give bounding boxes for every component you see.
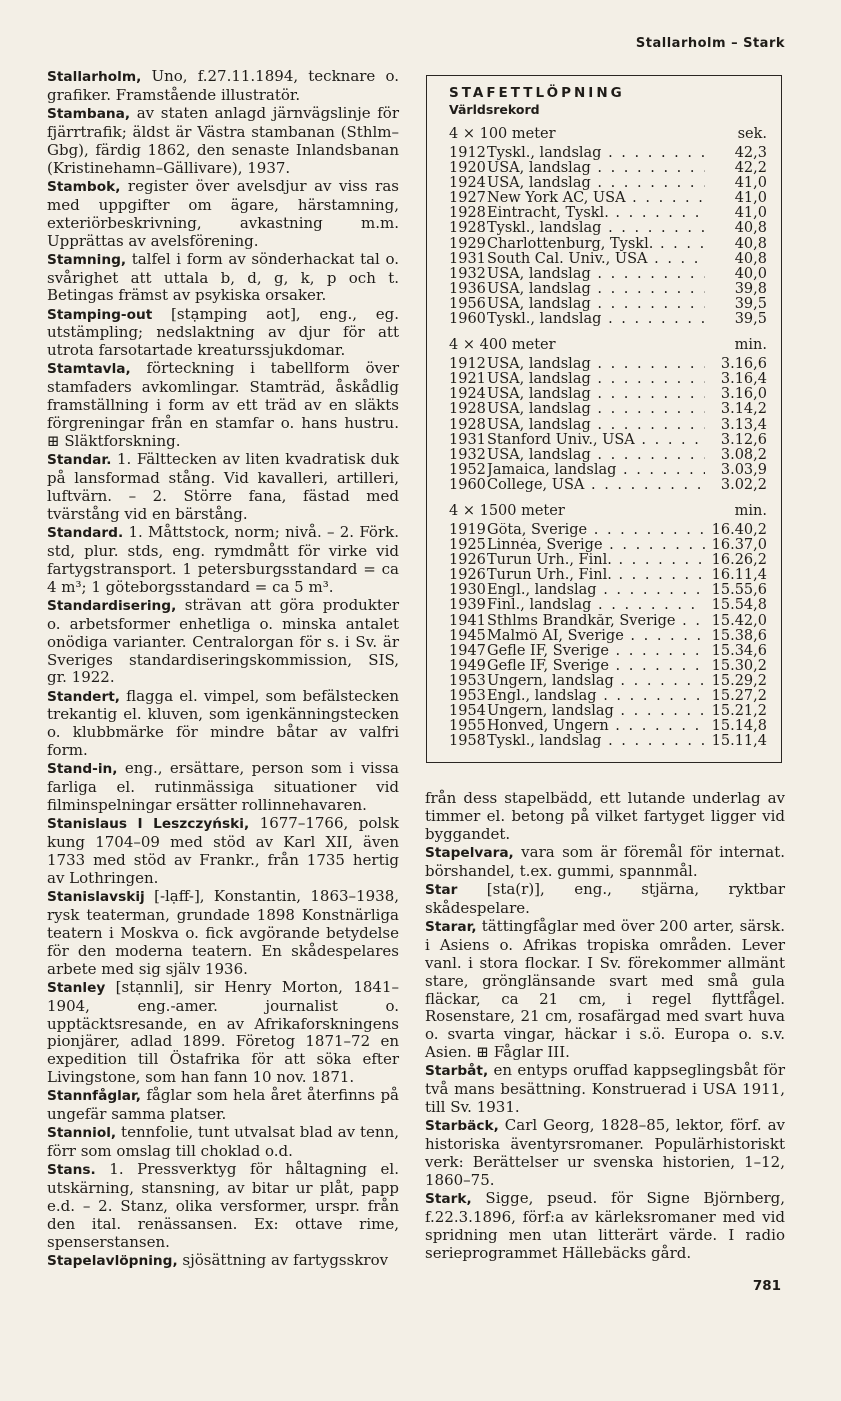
record-time: 16.11,4: [711, 567, 767, 584]
record-team: USA, landslag . . .: [487, 357, 705, 372]
record-year: 1952: [449, 461, 486, 478]
record-row: [449, 237, 771, 252]
record-row: [449, 719, 771, 734]
record-row: [449, 478, 771, 493]
entry-headword: Stambok,: [47, 178, 121, 195]
record-team: USA, landslag . . .: [487, 387, 705, 402]
record-team: Tyskl., landslag . . .: [487, 146, 705, 161]
entry-headword: Stapelvara,: [425, 844, 514, 861]
record-year: 1949: [449, 657, 486, 674]
entry-headword: Stanniol,: [47, 1125, 117, 1142]
record-time: 15.29,2: [711, 672, 767, 689]
record-row: [449, 568, 771, 583]
record-team: Charlottenburg, Tyskl. . . .: [487, 237, 705, 252]
record-row: [449, 463, 771, 478]
record-year: 1928: [449, 205, 486, 222]
record-team: Göta, Sverige . . .: [487, 523, 705, 538]
record-list: [449, 146, 771, 327]
record-team: Malmö AI, Sverige . . .: [487, 629, 705, 644]
section-distance: 4 × 1500 meter: [449, 502, 565, 519]
record-time: 42,3: [734, 145, 767, 161]
record-row: [449, 523, 771, 538]
record-sections: [449, 126, 771, 749]
record-row: [449, 553, 771, 568]
dictionary-entry: [47, 68, 399, 105]
record-row: [449, 704, 771, 719]
record-time: 39,8: [734, 280, 767, 297]
record-team: USA, landslag . . .: [487, 402, 705, 417]
record-row: [449, 734, 771, 749]
dictionary-entry: [425, 1062, 785, 1117]
record-team: Tyskl., landslag . . .: [487, 734, 705, 749]
running-header: Stallarholm – Stark: [635, 36, 785, 51]
section-distance: 4 × 100 meter: [449, 126, 556, 142]
record-time: 40,8: [734, 250, 767, 267]
section-heading: [449, 337, 771, 354]
record-row: [449, 629, 771, 644]
dictionary-entry: [47, 1124, 399, 1161]
box-subtitle: Världsrekord: [449, 102, 540, 117]
record-row: [449, 644, 771, 659]
entry-text: 1677–1766, polsk kung 1704–09 med stöd av Karl XII, även 1733 med stöd av Frankr., från 1735 hertig av Lothringen.: [47, 814, 400, 887]
record-time: 3.16,6: [720, 356, 767, 373]
record-year: 1921: [449, 371, 486, 388]
record-time: 15.21,2: [711, 703, 767, 720]
entry-text: fåglar som hela året återfinns på ungefär samma platser.: [47, 1086, 399, 1124]
record-time: 16.37,0: [711, 537, 767, 554]
entry-headword: Standert,: [47, 688, 120, 705]
record-row: [449, 191, 771, 206]
record-time: 3.14,2: [720, 401, 767, 418]
record-row: [449, 583, 771, 598]
record-team: College, USA . . .: [487, 478, 705, 493]
record-time: 15.11,4: [711, 733, 767, 750]
record-team: USA, landslag . . .: [487, 297, 705, 312]
entry-text: flagga el. vimpel, som befälstecken trekantig el. kluven, som igenkänningstecken o. klubbmärke för mindre båtar av valfri form.: [47, 686, 399, 760]
record-team: Turun Urh., Finl. . . .: [487, 553, 705, 568]
dictionary-entry: [425, 844, 785, 881]
dictionary-entry: [47, 688, 399, 761]
entry-headword: Stallarholm,: [47, 69, 142, 85]
record-row: [449, 161, 771, 176]
record-time: 15.34,6: [711, 642, 767, 659]
record-team: USA, landslag . . .: [487, 282, 705, 297]
entry-text: [sta(r)], eng., stjärna, ryktbar skådespelare.: [425, 879, 785, 917]
record-team: South Cal. Univ., USA . . .: [487, 252, 705, 267]
box-title: STAFETTLÖPNING: [449, 85, 625, 101]
record-time: 42,2: [734, 160, 767, 177]
record-team: USA, landslag . . .: [487, 161, 705, 176]
record-row: [449, 357, 771, 372]
record-time: 15.38,6: [711, 627, 767, 644]
dictionary-entry: [47, 105, 399, 178]
record-team: Ungern, landslag . . .: [487, 674, 705, 689]
record-year: 1926: [449, 552, 486, 569]
record-time: 41,0: [734, 190, 767, 207]
entry-text: [stạmping aot], eng., eg. utstämpling; nedslaktning av djur för att utrota farsotartade kreaturssjukdomar.: [47, 304, 399, 360]
record-row: [449, 433, 771, 448]
dictionary-entry: [425, 881, 785, 918]
record-row: [449, 176, 771, 191]
record-team: Sthlms Brandkår, Sverige . . .: [487, 614, 705, 629]
record-team: Linnéa, Sverige . . .: [487, 538, 705, 553]
record-time: 41,0: [734, 205, 767, 222]
entry-text: register över avelsdjur av viss ras med uppgifter om ägare, härstamning, exteriörbeskrivning, avkastning m.m. Upprättas av avelsförening.: [47, 176, 399, 250]
record-year: 1953: [449, 688, 486, 704]
record-row: [449, 312, 771, 327]
record-year: 1955: [449, 718, 486, 735]
record-year: 1931: [449, 250, 486, 267]
entry-headword: Starar,: [425, 918, 477, 935]
record-time: 3.16,4: [720, 371, 767, 388]
record-time: 39,5: [734, 295, 767, 312]
record-team: Turun Urh., Finl. . . .: [487, 568, 705, 583]
record-year: 1912: [449, 145, 486, 161]
entry-text: 1. Pressverktyg för håltagning el. utskärning, stansning, av bitar ur plåt, papp e.d. – 2. Stanz, olika versformer, urspr. från den ital. renässansen. Ex: ottave rime, spenserstansen.: [47, 1160, 399, 1251]
record-team: Eintracht, Tyskl. . . .: [487, 206, 705, 221]
record-year: 1928: [449, 220, 486, 237]
record-year: 1928: [449, 401, 486, 418]
section-unit: sek.: [737, 126, 767, 142]
entry-text: Carl Georg, 1828–85, lektor, förf. av historiska äventyrsromaner. Populärhistoriskt verk: Berättelser ur svenska historien, 1–12, 1860–75.: [425, 1116, 785, 1189]
entry-text: strävan att göra produkter o. arbetsformer enhetliga o. minska antalet onödiga varianter. Centralorgan för s. i Sv. är Sveriges standardiseringskommission, SIS, gr. 1922.: [47, 595, 399, 687]
section-distance: 4 × 400 meter: [449, 337, 556, 354]
dictionary-entry: [47, 451, 399, 524]
record-time: 15.27,2: [711, 688, 767, 704]
entry-text: vara som är föremål för internat. börshandel, t.ex. gummi, spannmål.: [425, 842, 785, 880]
record-row: [449, 448, 771, 463]
record-year: 1927: [449, 190, 486, 207]
record-year: 1930: [449, 582, 486, 599]
record-time: 15.14,8: [711, 718, 767, 735]
relay-records-box: [426, 75, 782, 763]
record-year: 1947: [449, 642, 486, 659]
record-row: [449, 659, 771, 674]
record-row: [449, 674, 771, 689]
entry-text: en entyps oruffad kappseglingsbåt för två mans besättning. Konstruerad i USA 1911, till Sv. 1931.: [425, 1061, 785, 1117]
record-team: Gefle IF, Sverige . . .: [487, 644, 705, 659]
dictionary-entry: [47, 1087, 399, 1124]
record-time: 40,8: [734, 220, 767, 237]
record-time: 3.16,0: [720, 386, 767, 403]
dictionary-entry: [47, 1161, 399, 1252]
entry-headword: Stamning,: [47, 251, 127, 268]
dictionary-entry: [47, 524, 399, 597]
section-unit: min.: [734, 502, 767, 519]
dictionary-entry: [47, 815, 399, 888]
record-year: 1924: [449, 175, 486, 192]
record-time: 15.54,8: [711, 597, 767, 614]
entry-headword: Stanley: [47, 979, 106, 996]
record-year: 1958: [449, 733, 486, 750]
entry-text: tättingfåglar med över 200 arter, särsk. i Asiens o. Afrikas tropiska områden. Lever vanl. i stora flockar. I Sv. förekommer allmänt stare, grönglänsande svart med små gula fläckar, ca 21 cm, i regel flyttfågel. Rosenstare, 21 cm, rosafärgad med svart huva o. svarta vingar, häckar i s.ö. Europa o. s.v. Asien. ⊞ Fåglar III.: [425, 916, 785, 1062]
record-row: [449, 598, 771, 613]
entry-headword: Stamtavla,: [47, 361, 131, 378]
record-year: 1920: [449, 160, 486, 177]
record-team: USA, landslag . . .: [487, 176, 705, 191]
record-time: 15.55,6: [711, 582, 767, 599]
record-team: Gefle IF, Sverige . . .: [487, 659, 705, 674]
record-time: 3.02,2: [720, 476, 767, 493]
entry-headword: Stand-in,: [47, 761, 118, 778]
record-row: [449, 418, 771, 433]
record-team: Ungern, landslag . . .: [487, 704, 705, 719]
record-year: 1941: [449, 612, 486, 629]
record-year: 1960: [449, 476, 486, 493]
dictionary-entry: [425, 918, 785, 1062]
entry-text: 1. Måttstock, norm; nivå. – 2. Förk. std, plur. stds, eng. rymdmått för virke vid fartygstransport. 1 petersburgsstandard = ca 4 m³; 1 göteborgsstandard = ca 5 m³.: [47, 522, 399, 596]
dictionary-entry: [47, 1252, 399, 1271]
record-row: [449, 689, 771, 704]
record-time: 3.12,6: [720, 431, 767, 448]
record-year: 1932: [449, 446, 486, 463]
entry-text: [stạnnli], sir Henry Morton, 1841–1904, eng.-amer. journalist o. upptäcktsresande, en av Afrikaforskningens pionjärer, adlad 1899. Företog 1871–72 en expedition till Östafrika för att söka efter Livingstone, som han fann 10 nov. 1871.: [47, 977, 399, 1087]
entry-text: [-lạff-], Konstantin, 1863–1938, rysk teaterman, grundade 1898 Konstnärliga teatern i Moskva o. fick avgörande betydelse för den moderna teatern. En skådespelares arbete med sig själv 1936.: [47, 887, 399, 978]
record-time: 40,8: [734, 235, 767, 252]
record-row: [449, 282, 771, 297]
record-row: [449, 614, 771, 629]
dictionary-entry: [47, 251, 399, 306]
record-team: Finl., landslag . . .: [487, 598, 705, 613]
record-year: 1960: [449, 311, 486, 328]
entry-text: från dess stapelbädd, ett lutande underlag av timmer el. betong på vilket fartyget ligger vid byggandet.: [425, 789, 785, 843]
record-team: Tyskl., landslag . . .: [487, 312, 705, 327]
entry-text: eng., ersättare, person som i vissa farliga el. rutinmässiga situationer vid filminspelningar ersätter rollinnehavaren.: [47, 759, 399, 815]
record-list: [449, 523, 771, 749]
entry-headword: Stannfåglar,: [47, 1088, 141, 1105]
dictionary-entry: [47, 178, 399, 251]
entry-headword: Stapelavlöpning,: [47, 1253, 178, 1270]
record-time: 3.03,9: [720, 461, 767, 478]
record-year: 1936: [449, 280, 486, 297]
record-year: 1956: [449, 295, 486, 312]
section-heading: [449, 503, 771, 520]
dictionary-entry: [425, 1117, 785, 1190]
record-row: [449, 252, 771, 267]
dictionary-entry: [47, 360, 399, 451]
record-time: 16.26,2: [711, 552, 767, 569]
left-column: [47, 68, 399, 1271]
entry-text: av staten anlagd järnvägslinje för fjärrtrafik; äldst är Västra stambanan (Sthlm–Gbg), färdig 1862, den senaste Inlandsbanan (Kristinehamn–Gällivare), 1937.: [47, 104, 399, 177]
entry-headword: Stark,: [425, 1191, 472, 1208]
record-team: Engl., landslag . . .: [487, 689, 705, 704]
record-year: 1928: [449, 416, 486, 433]
record-team: USA, landslag . . .: [487, 418, 705, 433]
section-heading: [449, 126, 771, 143]
record-time: 41,0: [734, 175, 767, 192]
dictionary-entry: [47, 306, 399, 361]
entry-text: sjösättning av fartygsskrov: [177, 1251, 389, 1270]
record-row: [449, 221, 771, 236]
record-team: Stanford Univ., USA . . .: [487, 433, 705, 448]
record-year: 1931: [449, 431, 486, 448]
record-time: 39,5: [734, 311, 767, 328]
entry-text: talfel i form av sönderhackat tal o. svårighet att uttala b, d, g, k, p och t. Betingas främst av psykiska orsaker.: [47, 249, 399, 305]
dictionary-entry: [47, 979, 399, 1087]
record-time: 3.13,4: [720, 416, 767, 433]
record-row: [449, 146, 771, 161]
entry-text: Sigge, pseud. för Signe Björnberg, f.22.3.1896, förf:a av kärleksromaner med vid spridning men utan litterärt värde. I radio serieprogrammet Hällebäcks gård.: [425, 1189, 785, 1262]
record-team: Engl., landslag . . .: [487, 583, 705, 598]
dictionary-entry: [425, 1190, 785, 1263]
entry-headword: Stanislavskij: [47, 889, 145, 906]
record-row: [449, 387, 771, 402]
entry-text: 1. Fälttecken av liten kvadratisk duk på lansformad stång. Vid kavalleri, artilleri, luftvärn. – 2. Större fana, fästad med tvärstång vid en bärstång.: [47, 450, 399, 523]
record-row: [449, 372, 771, 387]
dictionary-entry: [47, 888, 399, 979]
record-year: 1945: [449, 627, 486, 644]
record-time: 40,0: [734, 265, 767, 282]
record-year: 1912: [449, 356, 486, 373]
dictionary-entry: [47, 760, 399, 815]
entry-headword: Standardisering,: [47, 597, 177, 614]
record-time: 15.42,0: [711, 612, 767, 629]
record-time: 15.30,2: [711, 657, 767, 674]
record-team: New York AC, USA . . .: [487, 191, 705, 206]
record-row: [449, 267, 771, 282]
record-year: 1919: [449, 521, 486, 538]
entry-headword: Star: [425, 881, 458, 898]
entry-headword: Stans.: [47, 1162, 96, 1179]
record-team: Honved, Ungern . . .: [487, 719, 705, 734]
record-time: 16.40,2: [711, 521, 767, 538]
right-column: [425, 790, 785, 1263]
dictionary-entry: [425, 790, 785, 844]
entry-text: tennfolie, tunt utvalsat blad av tenn, förr som omslag till choklad o.d.: [47, 1123, 399, 1161]
record-team: USA, landslag . . .: [487, 372, 705, 387]
record-time: 3.08,2: [720, 446, 767, 463]
record-year: 1953: [449, 672, 486, 689]
dictionary-entry: [47, 597, 399, 688]
record-row: [449, 297, 771, 312]
record-team: Tyskl., landslag . . .: [487, 221, 705, 236]
record-team: Jamaica, landslag . . .: [487, 463, 705, 478]
entry-headword: Starbäck,: [425, 1118, 499, 1135]
entry-headword: Stamping-out: [47, 306, 153, 323]
record-year: 1932: [449, 265, 486, 282]
record-row: [449, 206, 771, 221]
record-year: 1926: [449, 567, 486, 584]
section-unit: min.: [734, 337, 767, 354]
record-year: 1939: [449, 597, 486, 614]
record-year: 1924: [449, 386, 486, 403]
record-row: [449, 538, 771, 553]
entry-text: Uno, f.27.11.1894, tecknare o. grafiker. Framstående illustratör.: [47, 67, 399, 104]
entry-headword: Standar.: [47, 452, 112, 469]
entry-headword: Stanislaus I Leszczyński,: [47, 816, 250, 833]
record-team: USA, landslag . . .: [487, 267, 705, 282]
record-year: 1929: [449, 235, 486, 252]
page-number: 781: [752, 1278, 781, 1294]
entry-headword: Standard.: [47, 524, 124, 541]
record-year: 1954: [449, 703, 486, 720]
entry-text: förteckning i tabellform över stamfaders avkomlingar. Stamträd, åskådlig framställning i form av ett träd av en släkts förgreningar från en stamfar o. hans hustru. ⊞ Släktforskning.: [47, 359, 399, 451]
record-team: USA, landslag . . .: [487, 448, 705, 463]
record-row: [449, 402, 771, 417]
record-list: [449, 357, 771, 493]
entry-headword: Stambana,: [47, 106, 131, 122]
record-year: 1925: [449, 537, 486, 554]
entry-headword: Starbåt,: [425, 1063, 489, 1080]
